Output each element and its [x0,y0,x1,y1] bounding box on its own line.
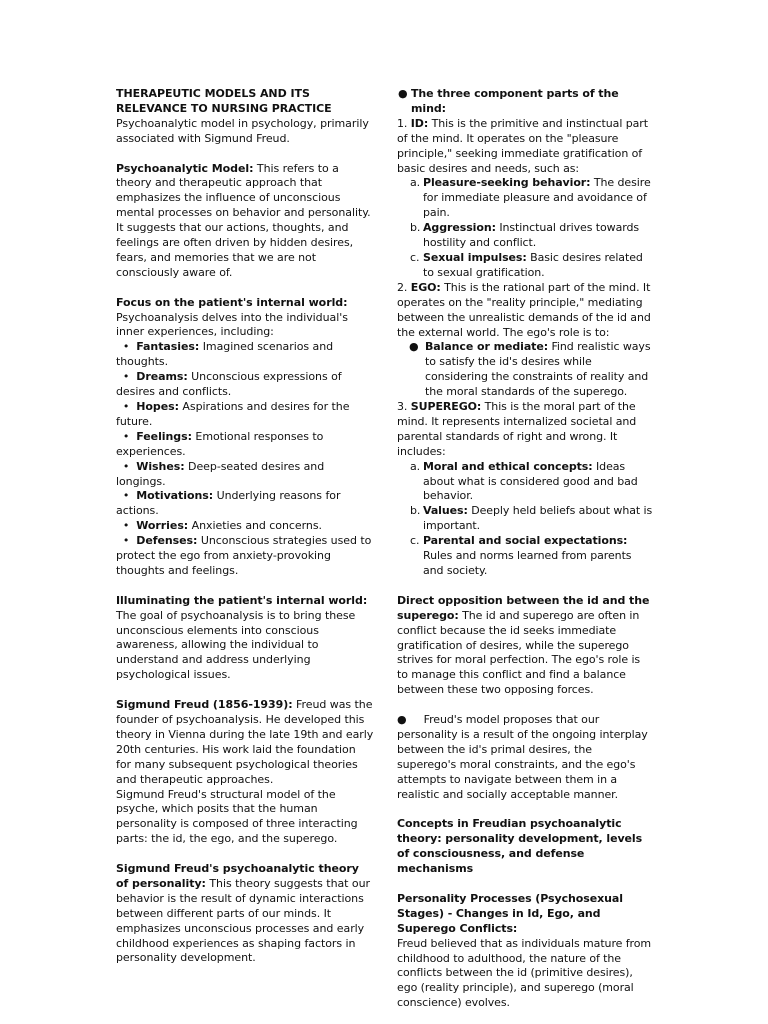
components-heading: ● The three component parts of the mind: [398,87,619,115]
superego-paragraph: 3. SUPEREGO: This is the moral part of the mind. It represents internalized societal and parental standards of right and wrong. It includes: [397,400,637,458]
list-item: • Fantasies: Imagined scenarios and thoughts. [116,340,334,369]
freud-paragraph: Sigmund Freud (1856-1939): Freud was the founder of psychoanalysis. He developed this theory in Vienna during the late 19th and early 20th centuries. His work laid the foundation for many subsequent psychological theories and therapeutic approaches. [116,698,374,786]
list-item: • Motivations: Underlying reasons for actions. [116,489,341,518]
freud-model-paragraph: ● Freud's model proposes that our personality is a result of the ongoing interplay between the id's primal desires, the superego's moral constraints, and the ego's attempts to navigate between them in a realistic and socially acceptable manner. [397,713,648,801]
focus-text: Psychoanalysis delves into the individual's inner experiences, including: [116,310,348,339]
focus-list [116,340,374,579]
psychoanalytic-model-text: This refers to a theory and therapeutic approach that emphasizes the influence of unconscious mental processes on behavior and personality. It suggests that our actions, thoughts, and feelings are often driven by hidden desires, fears, and memories that we are not consciously aware of. [116,161,371,279]
list-item: • Hopes: Aspirations and desires for the future. [116,400,350,428]
list-item: • Defenses: Unconscious strategies used to protect the ego from anxiety-provoking thoughts and feelings. [116,534,372,577]
bullet-icon: ● [409,340,419,354]
list-item: b. Values: Deeply held beliefs about what is important. [410,504,653,533]
superego-list [397,460,653,579]
id-list [397,176,653,280]
list-item: b. Aggression: Instinctual drives towards hostility and conflict. [410,221,640,250]
processes-text: Freud believed that as individuals mature from childhood to adulthood, the nature of the conflicts between the id (primitive desires), ego (reality principle), and superego (moral conscience) evolves. [397,936,652,1010]
list-item: • Feelings: Emotional responses to experiences. [116,429,324,458]
list-item: a. Moral and ethical concepts: Ideas about what is considered good and bad behavior. [410,459,638,503]
list-item: • Wishes: Deep-seated desires and longings. [116,459,325,488]
bullet-icon: ● [397,713,407,727]
psychoanalytic-model-label: Psychoanalytic Model: [116,161,254,175]
bullet-icon: ● [398,87,408,100]
intro-text: Psychoanalytic model in psychology, primarily associated with Sigmund Freud. [116,116,369,145]
personality-theory-paragraph: Sigmund Freud's psychoanalytic theory of personality: This theory suggests that our behavior is the result of dynamic interactions between different parts of our minds. It emphasizes unconscious processes and early childhood experiences as shaping factors in personality development. [116,862,370,965]
ego-paragraph: 2. EGO: This is the rational part of the mind. It operates on the "reality principle," mediating between the unrealistic demands of the id and the external world. The ego's role is to: [397,280,651,339]
structural-model-paragraph: Sigmund Freud's structural model of the psyche, which posits that the human personality is composed of three interacting parts: the id, the ego, and the superego. [116,787,358,846]
list-item: • Dreams: Unconscious expressions of desires and conflicts. [116,370,342,399]
list-item: ● Balance or mediate: Find realistic ways to satisfy the id's desires while considering the constraints of reality and the moral standards of the superego. [409,340,651,399]
right-column [397,87,653,1011]
list-item: c. Sexual impulses: Basic desires related to sexual gratification. [410,250,643,279]
document-title: THERAPEUTIC MODELS AND ITS RELEVANCE TO NURSING PRACTICE [116,87,332,115]
focus-heading: Focus on the patient's internal world: [116,295,348,309]
illuminating-paragraph: Illuminating the patient's internal world: The goal of psychoanalysis is to bring these unconscious elements into conscious awareness, allowing the individual to understand and address underlying psychological issues. [116,593,368,682]
id-paragraph: 1. ID: This is the primitive and instinctual part of the mind. It operates on the "pleasure principle," seeking immediate gratification of basic desires and needs, such as: [397,116,648,175]
processes-heading: Personality Processes (Psychosexual Stages) - Changes in Id, Ego, and Superego Conflicts: [397,891,623,935]
list-item: a. Pleasure-seeking behavior: The desire for immediate pleasure and avoidance of pain. [410,176,651,220]
left-column [116,87,374,966]
psychoanalytic-model-paragraph [116,162,374,281]
opposition-paragraph: Direct opposition between the id and the superego: The id and superego are often in conflict because the id seeks immediate gratification of desires, while the superego strives for moral perfection. The ego's role is to manage this conflict and find a balance between these two opposing forces. [397,593,650,697]
concepts-heading: Concepts in Freudian psychoanalytic theory: personality development, levels of consciousness, and defense mechanisms [397,817,643,876]
list-item: c. Parental and social expectations: Rules and norms learned from parents and society. [410,534,632,577]
list-item: • Worries: Anxieties and concerns. [116,519,322,533]
